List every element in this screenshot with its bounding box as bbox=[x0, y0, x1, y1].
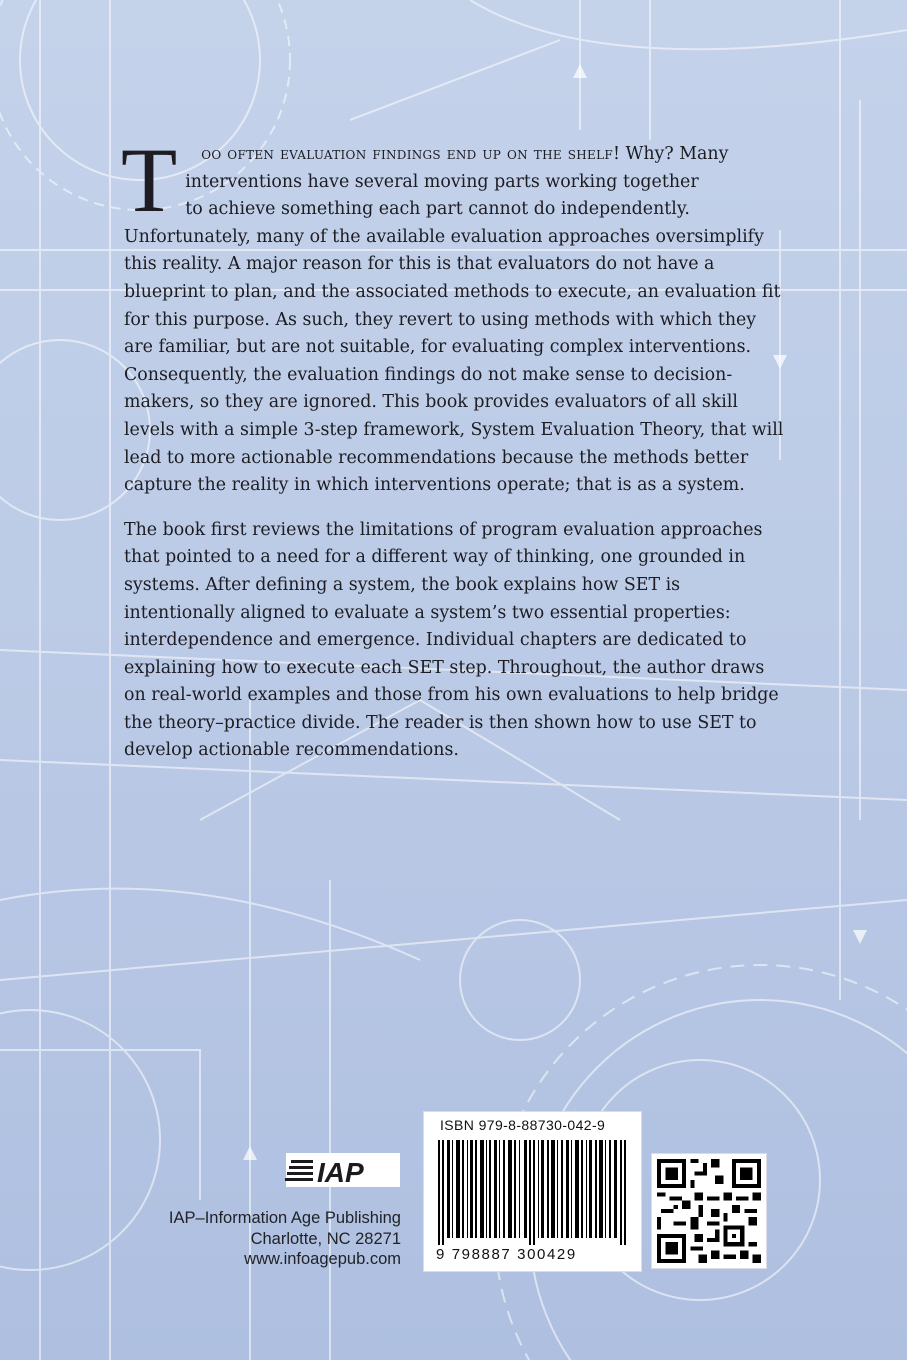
description-paragraph-1 bbox=[121, 129, 789, 500]
isbn-barcode-box bbox=[423, 1111, 642, 1272]
publisher-city: Charlotte, NC 28271 bbox=[250, 1229, 401, 1248]
isbn-label: ISBN 979-8-88730-042-9 bbox=[440, 1117, 606, 1133]
qr-code-box bbox=[651, 1153, 767, 1269]
drop-cap: T bbox=[121, 129, 178, 231]
lead-line-1-end: ! Why? Many bbox=[612, 144, 729, 164]
isbn-digits: 9 798887 300429 bbox=[436, 1246, 577, 1263]
barcode-icon bbox=[438, 1140, 628, 1245]
publisher-website: www.infoagepub.com bbox=[244, 1250, 401, 1268]
qr-code-icon bbox=[657, 1159, 761, 1263]
publisher-name: IAP–Information Age Publishing bbox=[168, 1209, 401, 1227]
logo-text: IAP bbox=[317, 1157, 364, 1188]
publisher-info bbox=[140, 1208, 401, 1270]
iap-logo bbox=[285, 1152, 401, 1188]
lead-smallcaps: oo often evaluation findings end up on the shelf bbox=[201, 144, 613, 164]
lead-line-3: to achieve something each part cannot do independently. bbox=[185, 199, 690, 220]
paragraph-1-rest: Unfortunately, many of the available evaluation approaches oversimplify this reality. A major reason for this is that evaluators do not have a blueprint to plan, and the associated methods to execute, an evaluation fit for this purpose. As such, they revert to using methods with which they are familiar, but are not suitable, for evaluating complex interventions. Consequently, the evaluation findings do not make sense to decision-makers, so they are ignored. This book provides evaluators of all skill levels with a simple 3-step framework, System Evaluation Theory, that will lead to more actionable recommendations because the methods better capture the reality in which interventions operate; that is as a system. bbox=[124, 226, 784, 496]
description-blurb bbox=[121, 129, 789, 765]
description-paragraph-2: The book first reviews the limitations of program evaluation approaches that pointed to a need for a different way of thinking, one grounded in systems. After defining a system, the book explains how SET is intentionally aligned to evaluate a system’s two essential properties: interdependence and emergence. Individual chapters are dedicated to explaining how to execute each SET step. Throughout, the author draws on real-world examples and those from his own evaluations to help bridge the theory–practice divide. The reader is then shown how to use SET to develop actionable recommendations. bbox=[124, 519, 779, 761]
lead-line-2: interventions have several moving parts working together bbox=[185, 171, 699, 192]
